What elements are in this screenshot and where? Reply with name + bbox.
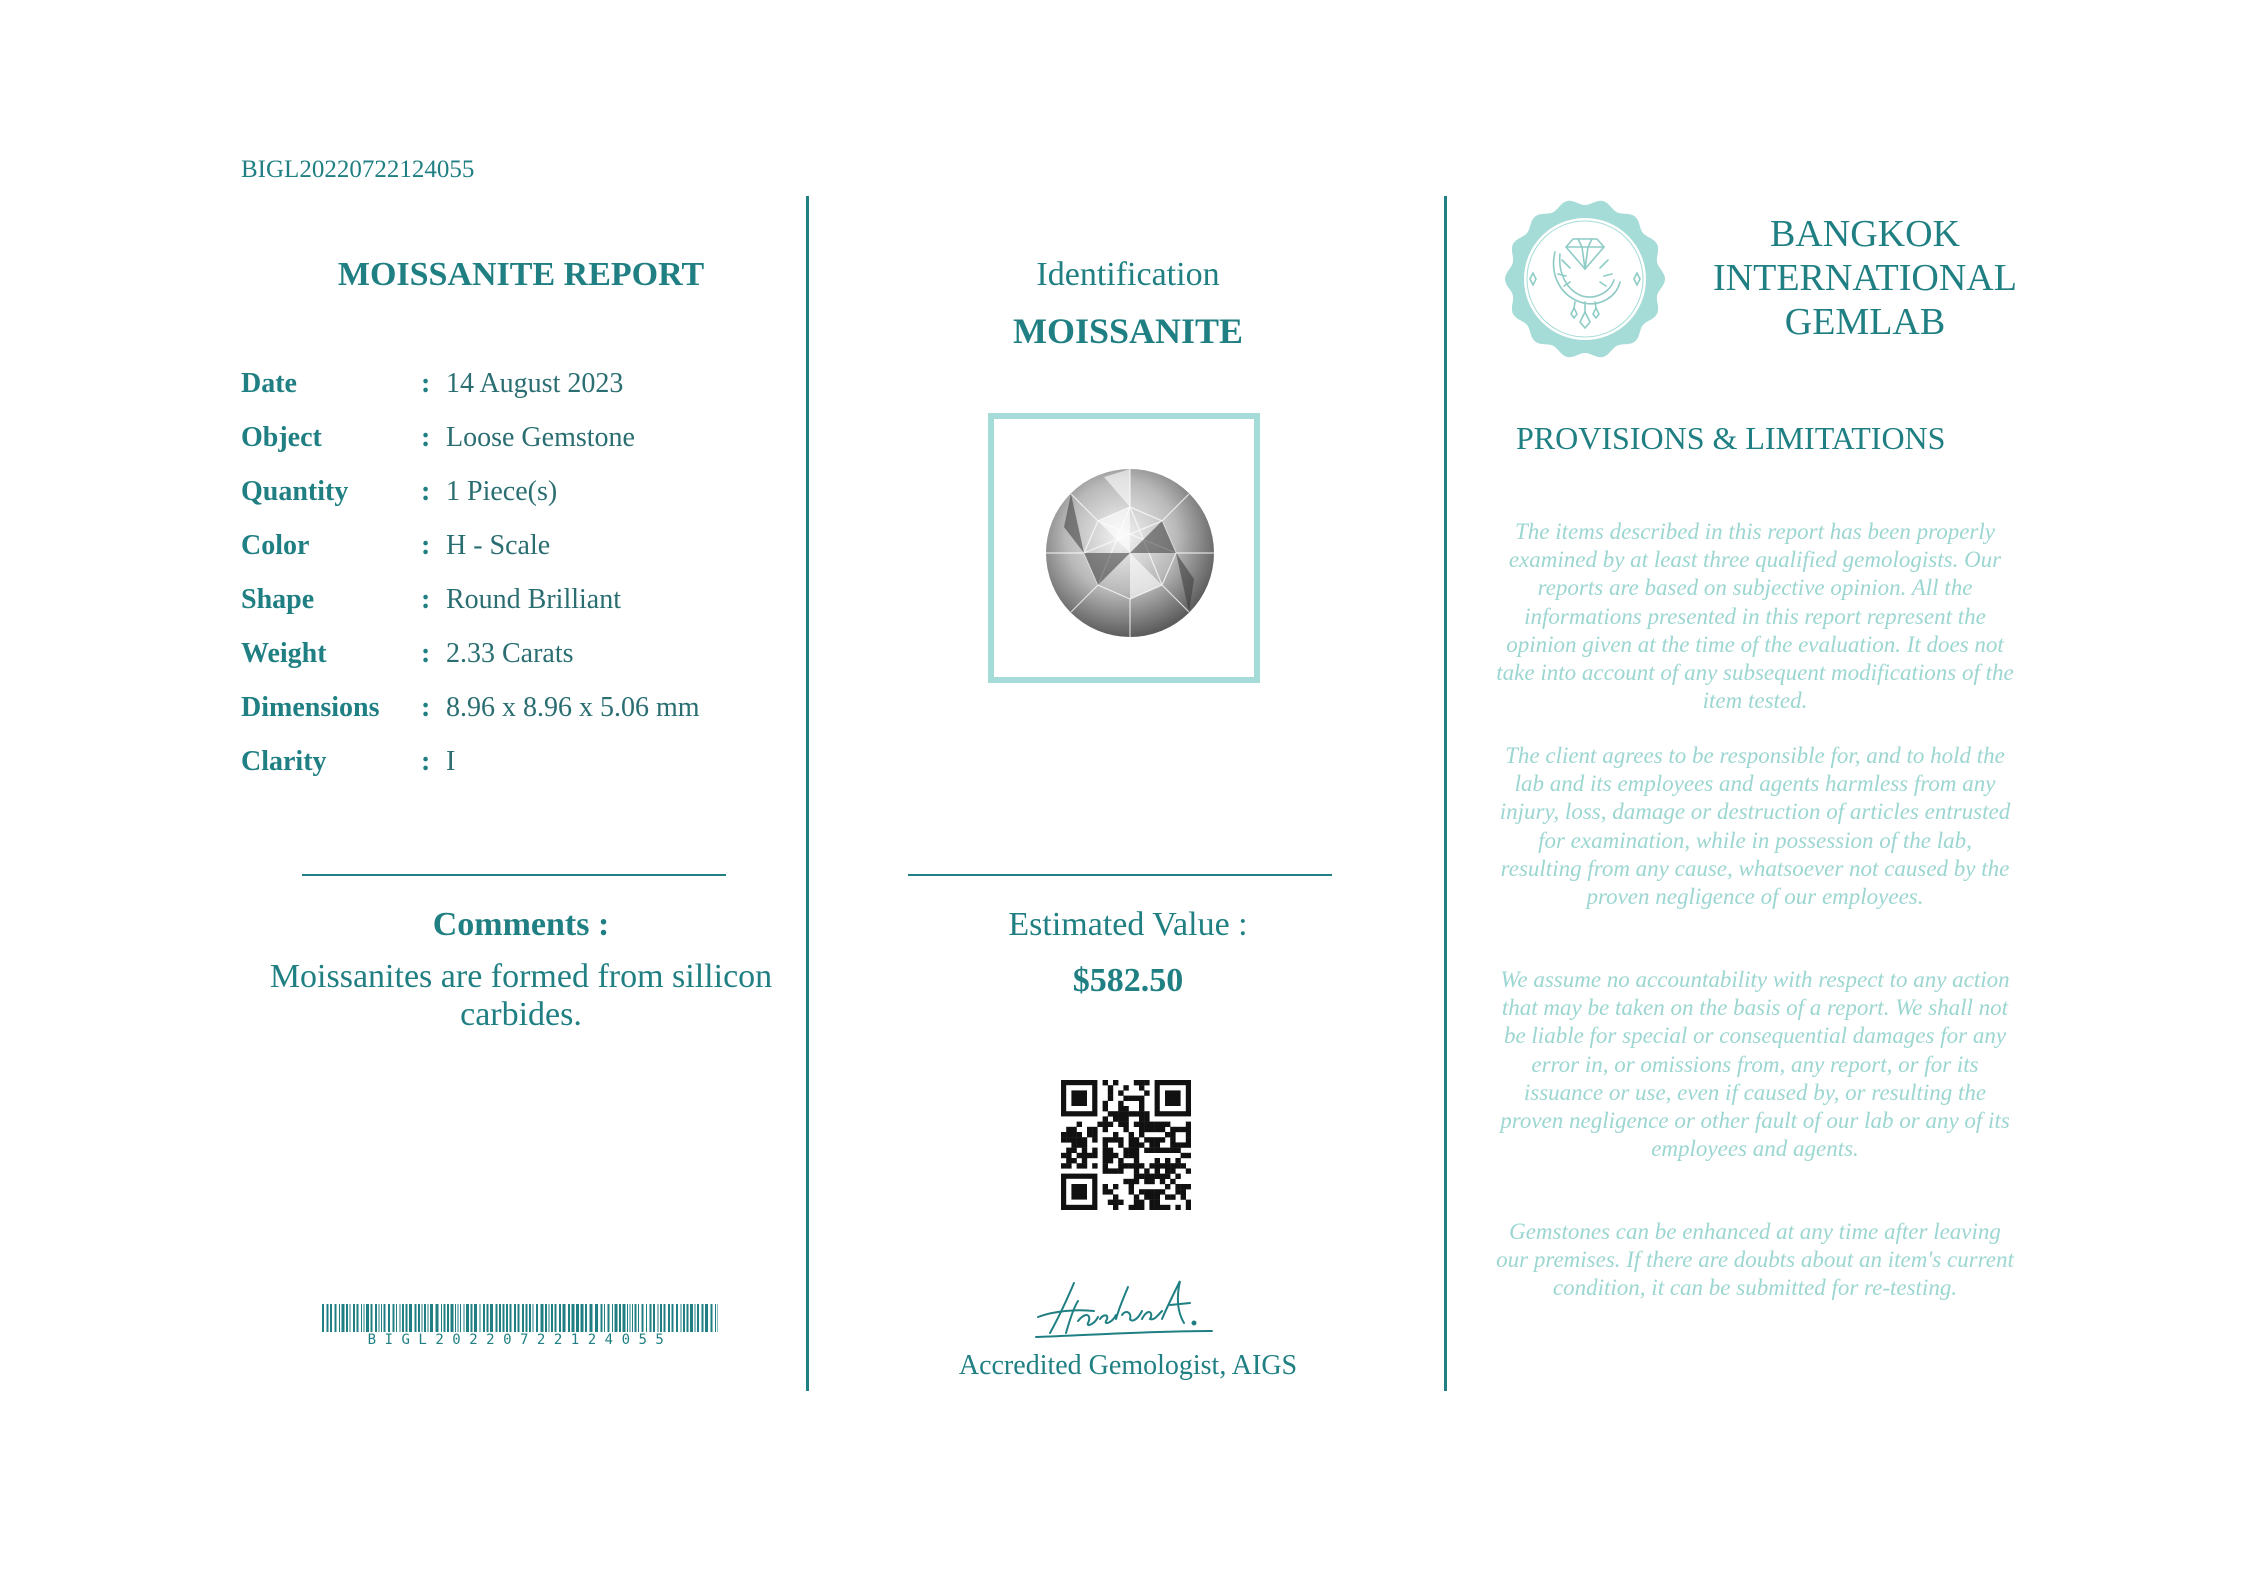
identification-value: MOISSANITE [1012, 311, 1244, 351]
lab-seal-icon [1500, 194, 1670, 364]
field-colon: : [421, 530, 431, 561]
field-label: Weight [241, 638, 327, 669]
field-row-dimensions [241, 692, 801, 732]
field-row-clarity [241, 746, 801, 786]
column-divider-left [806, 196, 809, 1391]
field-label: Dimensions [241, 692, 380, 723]
field-colon: : [421, 422, 431, 453]
field-label: Color [241, 530, 310, 561]
provisions-paragraph: The items described in this report has been properly examined by at least three qualified gemologists. Our reports are based on subjective opinion. All the informations presented in this report represent the opinion given at the time of the evaluation. It does not take into account of any subsequent modifications of the item tested. [1496, 519, 2014, 714]
field-value: 14 August 2023 [446, 368, 624, 399]
estimated-value-label: Estimated Value : [1008, 906, 1248, 943]
identification-label: Identification [1036, 256, 1220, 293]
lab-seal-logo [1500, 194, 1670, 368]
field-label: Shape [241, 584, 315, 615]
divider-comments [302, 874, 726, 876]
provisions-paragraph: We assume no accountability with respect to any action that may be taken on the basis of a report. We shall not be liable for special or consequential damages for any error in, or omissions from, any report, or for its issuance or use, even if caused by, or resulting the proven negligence or other fault of our lab or any of its employees and agents. [1500, 967, 2010, 1162]
barcode [322, 1304, 718, 1348]
lab-name-line: GEMLAB [1784, 301, 1946, 343]
field-value: 8.96 x 8.96 x 5.06 mm [446, 692, 700, 723]
field-row-color [241, 530, 801, 570]
field-value: I [446, 746, 456, 777]
report-code: BIGL20220722124055 [241, 156, 475, 183]
provisions-paragraph: The client agrees to be responsible for, and to hold the lab and its employees and agents harmless from any injury, loss, damage or destruction of articles entrusted for examination, while in possession of the lab, resulting from any cause, whatsoever not caused by the proven negligence of our employees. [1499, 743, 2011, 910]
comments-text: Moissanites are formed from sillicon carbides. [269, 958, 773, 1033]
lab-name-line: BANGKOK [1770, 213, 1960, 255]
field-colon: : [421, 368, 431, 399]
field-label: Object [241, 422, 322, 453]
report-title: MOISSANITE REPORT [337, 256, 705, 293]
barcode-text: BIGL20220722124055 [367, 1332, 673, 1348]
field-colon: : [421, 692, 431, 723]
barcode-bars [322, 1304, 718, 1332]
gemstone-photo-frame [988, 413, 1260, 683]
field-label: Quantity [241, 476, 349, 507]
lab-name [1700, 212, 2030, 344]
qr-code[interactable] [1061, 1080, 1191, 1214]
field-row-weight [241, 638, 801, 678]
field-row-shape [241, 584, 801, 624]
qr-code-image [1061, 1080, 1191, 1210]
signature-image [1030, 1275, 1220, 1345]
comments-title: Comments : [432, 906, 610, 943]
field-label: Date [241, 368, 297, 399]
divider-estimated-value [908, 874, 1332, 876]
gemstone-image [1044, 467, 1216, 639]
estimated-value-amount: $582.50 [1072, 962, 1184, 999]
field-colon: : [421, 476, 431, 507]
field-value: 1 Piece(s) [446, 476, 558, 507]
field-colon: : [421, 584, 431, 615]
lab-name-line: INTERNATIONAL [1713, 257, 2017, 299]
provisions-title: PROVISIONS & LIMITATIONS [1516, 420, 1946, 456]
field-colon: : [421, 746, 431, 777]
field-value: Round Brilliant [446, 584, 621, 615]
signature-caption: Accredited Gemologist, AIGS [958, 1350, 1298, 1381]
field-colon: : [421, 638, 431, 669]
provisions-paragraph: Gemstones can be enhanced at any time after leaving our premises. If there are doubts about an item's current condition, it can be submitted for re-testing. [1496, 1219, 2014, 1301]
field-label: Clarity [241, 746, 327, 777]
field-value: Loose Gemstone [446, 422, 635, 453]
field-value: H - Scale [446, 530, 551, 561]
field-row-quantity [241, 476, 801, 516]
gemologist-signature [1030, 1275, 1220, 1349]
field-row-date [241, 368, 801, 408]
field-value: 2.33 Carats [446, 638, 574, 669]
field-row-object [241, 422, 801, 462]
column-divider-right [1444, 196, 1447, 1391]
